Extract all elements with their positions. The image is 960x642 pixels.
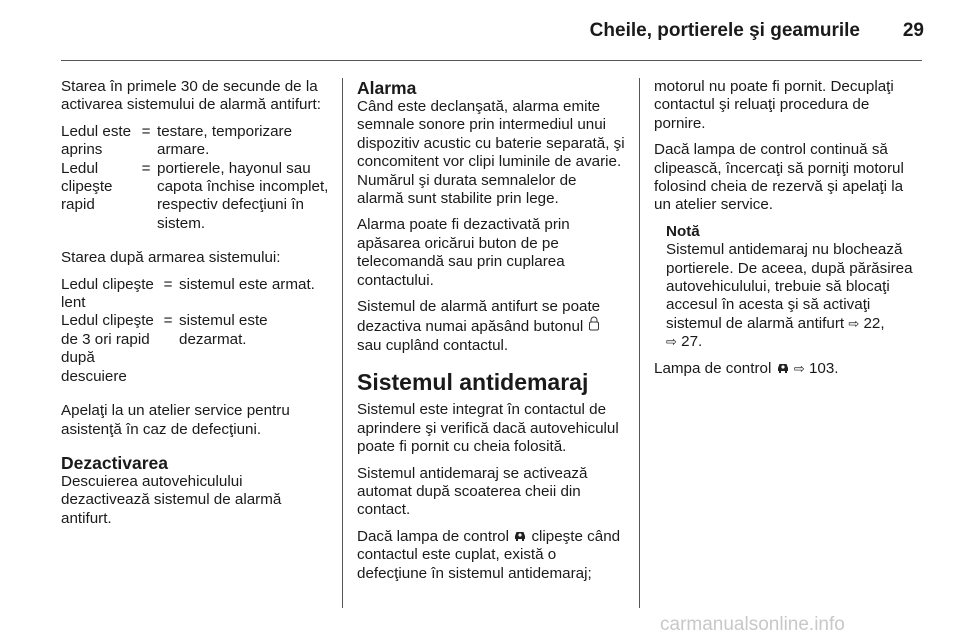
note-title: Notă (666, 222, 700, 240)
status-term: Ledul clipeşte lent (61, 275, 154, 312)
service-advice: Apelaţi la un atelier service pentru asistenţă în caz de defecţiuni. (61, 402, 290, 438)
immobiliser-paragraph-text: clipeşte când contactul este cuplat, există o defecţiune în sistemul antidemaraj; (357, 527, 621, 582)
status-after-arming-title: Starea după armarea sistemului: (61, 249, 281, 267)
arrow-reference-icon: ⇨ (666, 334, 677, 350)
immobiliser-paragraph: Sistemul antidemaraj se activează automat după scoaterea cheii din contact. (357, 464, 588, 519)
note-text (666, 241, 922, 351)
immobiliser-paragraph (357, 528, 625, 583)
immobiliser-heading: Sistemul antidemaraj (357, 369, 589, 396)
status-term: Ledul este aprins (61, 122, 132, 159)
lock-button-icon (588, 316, 600, 336)
status-description: sistemul este dezarmat. (179, 312, 268, 348)
alarm-paragraph-text: Sistemul de alarmă antifurt se poate dezactiva numai apăsând butonul (357, 298, 601, 336)
header-rule (61, 60, 922, 61)
deactivation-text: Descuierea autovehiculului dezactivează sistemul de alarmă antifurt. (61, 472, 282, 527)
alarm-heading: Alarma (357, 78, 417, 98)
status-table-initial (61, 123, 329, 233)
alarm-paragraph: Alarma poate fi dezactivată prin apăsarea oricărui buton de pe telecomandă sau prin cuplarea contactului. (357, 216, 570, 289)
status-description: portierele, hayonul sau capota închise incomplet, respectiv defecţiuni în sistem. (157, 159, 329, 232)
table-row (61, 160, 329, 234)
immobiliser-paragraph-text: Dacă lampa de control (357, 527, 509, 545)
page-reference[interactable]: 103. (808, 359, 839, 377)
control-lamp-paragraph: Dacă lampa de control continuă să clipească, încercaţi să porniţi motorul folosind cheia de rezervă şi apelaţi la un atelier service. (654, 141, 904, 214)
immobiliser-lamp-icon (776, 360, 790, 378)
note-body: Sistemul antidemaraj nu blochează portierele. De aceea, după părăsirea autovehiculului, trebuie să blocaţi accesul în acesta şi să activaţi sistemul de alarmă antifurt (666, 241, 913, 332)
running-header-title: Cheile, portierele şi geamurile (589, 20, 860, 41)
table-row (61, 276, 329, 313)
column-divider (639, 78, 640, 608)
immobiliser-paragraph: Sistemul este integrat în contactul de aprindere şi verifică dacă autovehiculul poate fi pornit cu cheia folosită. (357, 401, 619, 456)
alarm-paragraph (357, 298, 625, 355)
lamp-reference-text: Lampa de control (654, 359, 772, 377)
equals-sign: = (141, 122, 151, 140)
status-table-armed (61, 276, 329, 386)
arrow-reference-icon: ⇨ (848, 315, 860, 331)
status-description: testare, temporizare armare. (157, 122, 293, 159)
alarm-status-intro: Starea în primele 30 de secunde de la activarea sistemului de alarmă antifurt: (61, 78, 321, 114)
column-2 (357, 78, 625, 591)
column-1 (61, 78, 329, 536)
table-row (61, 123, 329, 160)
lamp-reference-paragraph (654, 360, 922, 378)
column-divider (342, 78, 343, 608)
column-3 (654, 78, 922, 386)
deactivation-heading: Dezactivarea (61, 452, 169, 473)
alarm-paragraph: Când este declanşată, alarma emite semnale sonore prin intermediul unui dispozitiv acustic cu baterie separată, şi concomitent vor clipi luminile de avarie. Numărul şi durata semnalelor de alarmă sunt stabilite prin lege. (357, 98, 625, 208)
watermark: carmanualsonline.info (660, 614, 845, 635)
equals-sign: = (141, 159, 151, 177)
page-reference[interactable]: 27. (681, 333, 703, 351)
equals-sign: = (163, 312, 173, 330)
immobiliser-continuation: motorul nu poate fi pornit. Decuplaţi contactul şi reluaţi procedura de pornire. (654, 78, 894, 132)
page-number: 29 (902, 20, 924, 41)
status-description: sistemul este armat. (179, 275, 315, 293)
alarm-paragraph-text: sau cuplând contactul. (357, 336, 509, 354)
immobiliser-lamp-icon (513, 528, 527, 546)
note-box (666, 223, 922, 352)
table-row (61, 312, 329, 386)
page-reference[interactable]: 22, (863, 314, 885, 332)
status-term: Ledul clipeşte rapid (61, 159, 113, 214)
equals-sign: = (163, 275, 173, 293)
status-term: Ledul clipeşte de 3 ori rapid după descuiere (61, 312, 154, 385)
arrow-reference-icon: ⇨ (793, 360, 805, 376)
